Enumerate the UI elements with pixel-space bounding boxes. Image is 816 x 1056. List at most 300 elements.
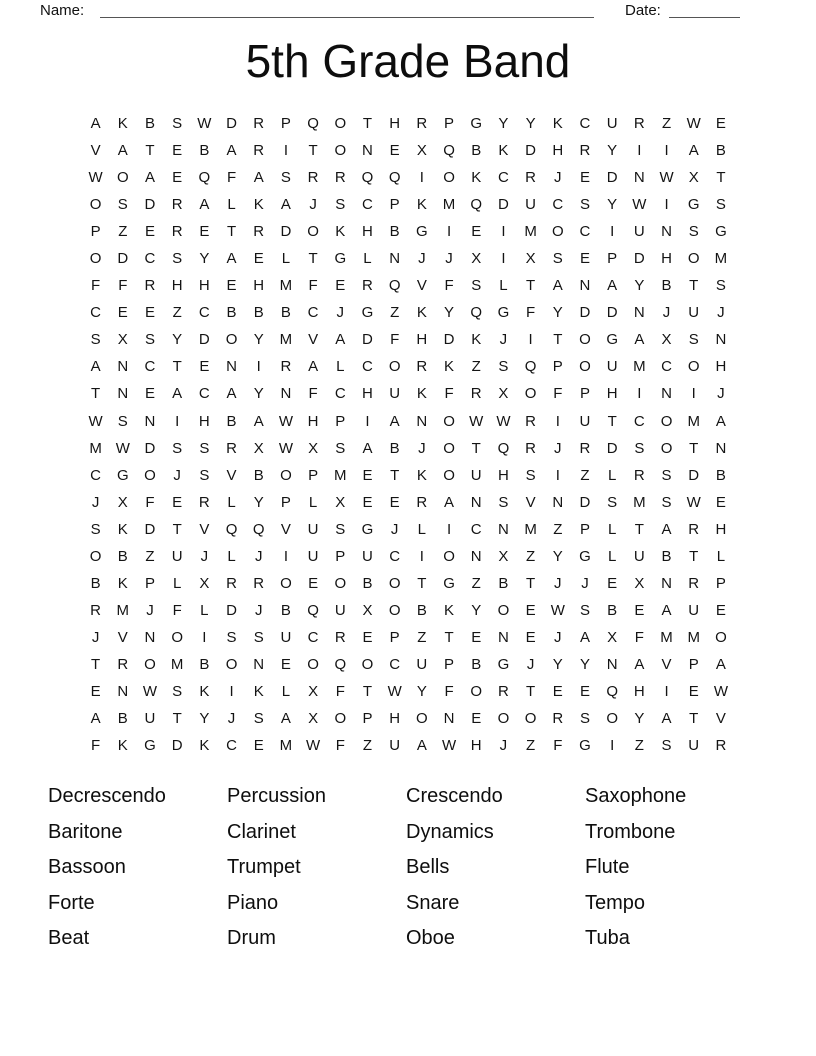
grid-cell: D [579,304,591,322]
grid-cell: D [144,439,156,457]
grid-cell: B [389,439,400,457]
word-item: Decrescendo [48,785,166,807]
grid-cell: C [633,412,645,430]
grid-cell: Y [471,601,482,619]
grid-cell: E [144,385,155,403]
grid-cell: S [525,466,536,484]
grid-cell: U [307,547,319,565]
grid-cell: S [199,466,210,484]
grid-cell: W [197,115,212,132]
date-label: Date: [625,2,661,19]
grid-cell: S [144,331,155,349]
grid-cell: I [610,223,615,241]
grid-cell: N [117,682,129,700]
grid-cell: W [686,493,701,511]
grid-cell: X [335,493,346,511]
grid-cell: N [416,412,428,430]
grid-cell: B [199,655,210,673]
grid-cell: D [633,250,645,268]
grid-cell: X [117,493,128,511]
grid-cell: B [416,601,427,619]
grid-cell: D [525,142,537,160]
grid-cell: B [280,304,291,322]
grid-cell: D [171,737,183,755]
grid-cell: Q [443,142,455,160]
grid-cell: A [253,412,264,430]
grid-cell: Z [471,358,481,376]
grid-cell: R [715,737,727,755]
grid-cell: T [362,682,373,700]
grid-cell: U [307,520,319,538]
grid-cell: L [227,493,236,511]
word-bank-column [585,779,764,957]
grid-cell: S [172,439,183,457]
grid-cell: K [552,115,563,132]
grid-cell: K [471,169,482,187]
grid-cell: P [280,493,291,511]
grid-cell: P [144,574,155,592]
grid-cell: E [335,277,346,295]
word-item: Snare [406,891,460,914]
page-title: 5th Grade Band [245,35,571,87]
grid-cell: W [278,439,293,457]
grid-cell: E [525,601,536,619]
grid-cell: Z [526,737,536,755]
grid-cell: C [579,115,591,132]
grid-cell: T [689,277,699,295]
grid-cell: A [634,331,645,349]
grid-cell: J [91,493,100,511]
grid-cell: L [607,520,617,538]
grid-cell: L [200,601,209,619]
grid-cell: J [254,601,263,619]
grid-cell: A [444,493,455,511]
grid-cell: C [198,304,210,322]
grid-cell: O [551,223,564,241]
grid-cell: R [226,574,237,592]
grid-cell: R [579,142,591,160]
grid-cell: O [660,439,673,457]
grid-cell: Y [199,250,210,268]
grid-cell: V [308,331,319,349]
grid-cell: A [416,737,427,755]
grid-cell: Z [526,547,536,565]
grid-cell: B [715,466,726,484]
grid-cell: U [280,628,292,646]
grid-cell: X [308,710,319,728]
grid-cell: B [117,547,128,565]
grid-cell: L [281,250,291,268]
grid-cell: L [716,547,726,565]
grid-cell: R [171,223,183,241]
grid-cell: I [637,142,642,160]
grid-cell: E [471,628,482,646]
grid-cell: N [144,412,156,430]
word-item: Clarinet [227,820,296,843]
grid-cell: E [226,277,237,295]
grid-cell: K [199,737,210,755]
grid-cell: U [144,710,156,728]
grid-cell: P [715,574,726,592]
grid-cell: I [175,412,180,430]
grid-cell: U [389,737,401,755]
word-item: Oboe [406,927,455,950]
grid-cell: T [553,331,563,349]
grid-cell: E [280,655,291,673]
grid-cell: X [253,439,264,457]
grid-cell: J [254,547,263,565]
grid-cell: A [607,277,618,295]
grid-cell: Z [553,520,563,538]
grid-cell: A [90,358,101,376]
grid-cell: E [607,574,618,592]
grid-cell: D [144,196,156,214]
grid-cell: R [307,169,319,187]
grid-cell: V [661,655,672,673]
grid-cell: X [498,385,509,403]
grid-cell: R [90,601,102,619]
grid-cell: U [606,115,618,132]
grid-cell: W [686,115,701,132]
grid-cell: H [552,142,564,160]
grid-cell: E [471,223,482,241]
grid-cell: W [632,196,647,214]
grid-cell: M [442,196,456,214]
grid-cell: D [144,520,156,538]
grid-cell: S [117,196,128,214]
word-item: Saxophone [585,785,687,807]
grid-cell: O [579,331,591,349]
grid-cell: O [606,710,618,728]
grid-cell: M [633,358,646,376]
grid-cell: J [91,628,100,646]
grid-cell: H [606,385,618,403]
grid-cell: S [498,358,509,376]
grid-cell: R [253,142,265,160]
grid-cell: W [496,412,511,430]
grid-cell: Z [362,737,373,755]
grid-cell: E [253,250,264,268]
grid-cell: O [89,196,102,214]
grid-cell: C [362,358,373,376]
grid-cell: G [687,196,700,214]
grid-cell: D [280,223,292,241]
grid-cell: F [390,331,400,349]
grid-cell: O [144,655,156,673]
grid-cell: F [118,277,128,295]
grid-cell: B [253,304,264,322]
grid-cell: P [362,710,373,728]
grid-cell: S [715,196,726,214]
grid-cell: Q [497,439,510,457]
grid-cell: E [525,628,536,646]
grid-cell: Y [552,304,563,322]
grid-cell: P [444,115,455,132]
grid-cell: U [362,547,373,565]
grid-cell: O [687,358,700,376]
grid-cell: W [469,412,484,430]
grid-cell: C [579,223,591,241]
grid-cell: O [334,574,347,592]
grid-cell: E [389,493,400,511]
grid-cell: Y [498,115,509,132]
grid-cell: L [227,547,236,565]
grid-cell: W [142,682,158,700]
grid-cell: B [661,277,672,295]
grid-cell: C [389,547,401,565]
grid-cell: U [416,655,428,673]
grid-cell: D [606,439,618,457]
grid-cell: B [389,223,400,241]
grid-cell: T [689,547,699,565]
grid-cell: A [226,385,237,403]
grid-cell: T [172,710,182,728]
grid-cell: J [418,250,426,268]
grid-cell: I [501,250,506,268]
grid-cell: P [389,628,400,646]
grid-cell: E [117,304,128,322]
grid-cell: O [687,250,700,268]
grid-cell: M [279,331,293,349]
grid-cell: S [579,601,590,619]
grid-cell: T [362,115,373,132]
grid-cell: K [117,737,128,755]
grid-cell: T [444,628,454,646]
grid-cell: O [334,710,347,728]
grid-cell: Z [172,304,182,322]
grid-cell: J [390,520,399,538]
grid-cell: C [307,628,319,646]
grid-cell: R [688,574,700,592]
grid-cell: E [172,169,183,187]
grid-cell: M [633,493,646,511]
grid-cell: W [550,601,565,619]
grid-cell: B [362,574,373,592]
grid-cell: O [443,547,455,565]
grid-cell: C [307,304,319,322]
grid-cell: L [308,493,318,511]
grid-cell: K [416,196,427,214]
grid-cell: M [524,520,537,538]
grid-cell: O [307,223,319,241]
grid-cell: R [688,520,700,538]
grid-cell: F [172,601,182,619]
grid-cell: W [278,412,293,430]
grid-cell: J [499,737,508,755]
grid-cell: R [470,385,482,403]
grid-cell: E [253,737,264,755]
grid-cell: K [416,385,427,403]
grid-cell: S [335,439,346,457]
grid-cell: N [470,493,482,511]
grid-cell: Y [444,304,455,322]
grid-cell: K [471,331,482,349]
grid-cell: O [144,466,156,484]
grid-cell: K [199,682,210,700]
grid-cell: I [419,547,424,565]
grid-cell: N [606,655,618,673]
grid-cell: G [144,737,156,755]
grid-cell: I [610,737,615,755]
grid-cell: A [226,250,237,268]
grid-cell: A [688,142,699,160]
grid-cell: R [171,196,183,214]
grid-cell: C [334,385,346,403]
grid-cell: E [199,358,210,376]
grid-cell: S [90,520,101,538]
grid-cell: C [661,358,672,376]
grid-cell: D [579,493,591,511]
grid-cell: G [497,304,510,322]
grid-cell: H [715,358,727,376]
grid-cell: D [688,466,700,484]
grid-cell: K [498,142,509,160]
grid-cell: E [362,628,373,646]
grid-cell: J [717,304,725,322]
grid-cell: U [688,737,700,755]
grid-cell: H [307,412,319,430]
grid-cell: B [471,655,482,673]
grid-cell: E [715,601,726,619]
grid-cell: Y [579,655,590,673]
word-item: Forte [48,891,95,914]
grid-cell: I [256,358,261,376]
grid-cell: R [525,169,537,187]
grid-cell: L [227,196,236,214]
grid-cell: S [634,439,645,457]
grid-cell: M [334,466,347,484]
grid-cell: X [117,331,128,349]
grid-cell: D [606,169,618,187]
grid-cell: Q [361,169,374,187]
grid-cell: A [199,196,210,214]
grid-cell: V [416,277,427,295]
grid-cell: U [633,547,645,565]
word-item: Trumpet [227,856,301,879]
grid-cell: S [280,169,291,187]
grid-cell: I [446,223,452,241]
grid-cell: Z [634,737,644,755]
grid-cell: U [389,385,401,403]
grid-cell: E [172,142,183,160]
grid-cell: J [146,601,154,619]
grid-cell: K [117,520,128,538]
grid-cell: X [308,439,319,457]
grid-cell: Q [606,682,618,700]
word-item: Beat [48,927,90,950]
grid-cell: X [634,574,645,592]
grid-cell: P [552,358,563,376]
grid-cell: G [715,223,727,241]
grid-cell: W [88,412,103,430]
grid-cell: I [691,385,696,403]
grid-cell: X [199,574,210,592]
grid-cell: N [633,169,645,187]
grid-cell: S [498,493,509,511]
grid-cell: V [715,710,726,728]
word-item: Dynamics [406,820,494,843]
grid-cell: T [471,439,481,457]
grid-cell: U [334,601,346,619]
word-item: Percussion [227,785,326,807]
grid-cell: O [334,142,347,160]
grid-cell: D [226,601,237,619]
grid-cell: A [579,628,590,646]
grid-cell: Y [525,115,536,132]
grid-cell: B [144,115,155,132]
grid-cell: U [470,466,482,484]
grid-cell: Y [416,682,427,700]
grid-cell: Q [252,520,265,538]
grid-cell: M [279,737,293,755]
grid-cell: F [553,737,563,755]
grid-cell: A [226,142,237,160]
grid-cell: F [308,277,318,295]
grid-cell: C [552,196,564,214]
grid-cell: Y [253,493,264,511]
grid-cell: J [717,385,725,403]
grid-cell: I [419,169,424,187]
grid-cell: J [200,547,209,565]
grid-cell: J [581,574,589,592]
grid-cell: G [470,115,483,132]
grid-cell: D [117,250,129,268]
grid-cell: R [334,169,346,187]
grid-cell: T [390,466,400,484]
grid-cell: A [634,655,645,673]
grid-cell: A [661,601,672,619]
grid-cell: S [172,682,183,700]
grid-cell: H [416,331,428,349]
grid-cell: B [253,466,264,484]
grid-cell: Q [388,277,401,295]
grid-cell: A [552,277,563,295]
grid-cell: T [526,574,536,592]
grid-cell: F [226,169,237,187]
grid-cell: T [308,142,318,160]
grid-cell: T [172,358,182,376]
grid-cell: G [361,520,374,538]
letter-grid [82,110,735,759]
grid-cell: T [91,385,101,403]
grid-cell: O [225,331,238,349]
grid-cell: M [170,655,184,673]
grid-cell: J [499,331,508,349]
grid-cell: Y [253,385,264,403]
grid-cell: O [443,466,455,484]
grid-cell: E [715,115,726,132]
grid-cell: F [444,385,454,403]
grid-cell: R [362,277,373,295]
grid-cell: H [497,466,509,484]
grid-cell: Q [307,601,319,619]
grid-cell: P [607,250,618,268]
grid-cell: H [389,115,401,132]
grid-cell: Q [470,304,483,322]
grid-cell: U [633,223,645,241]
grid-cell: D [606,304,618,322]
grid-cell: E [579,682,590,700]
grid-cell: W [115,439,130,457]
grid-cell: W [713,682,728,700]
grid-cell: H [633,682,645,700]
grid-cell: N [362,142,373,160]
grid-cell: N [389,250,401,268]
grid-cell: S [552,250,563,268]
grid-cell: C [144,250,156,268]
grid-cell: O [388,358,401,376]
grid-cell: N [117,385,129,403]
